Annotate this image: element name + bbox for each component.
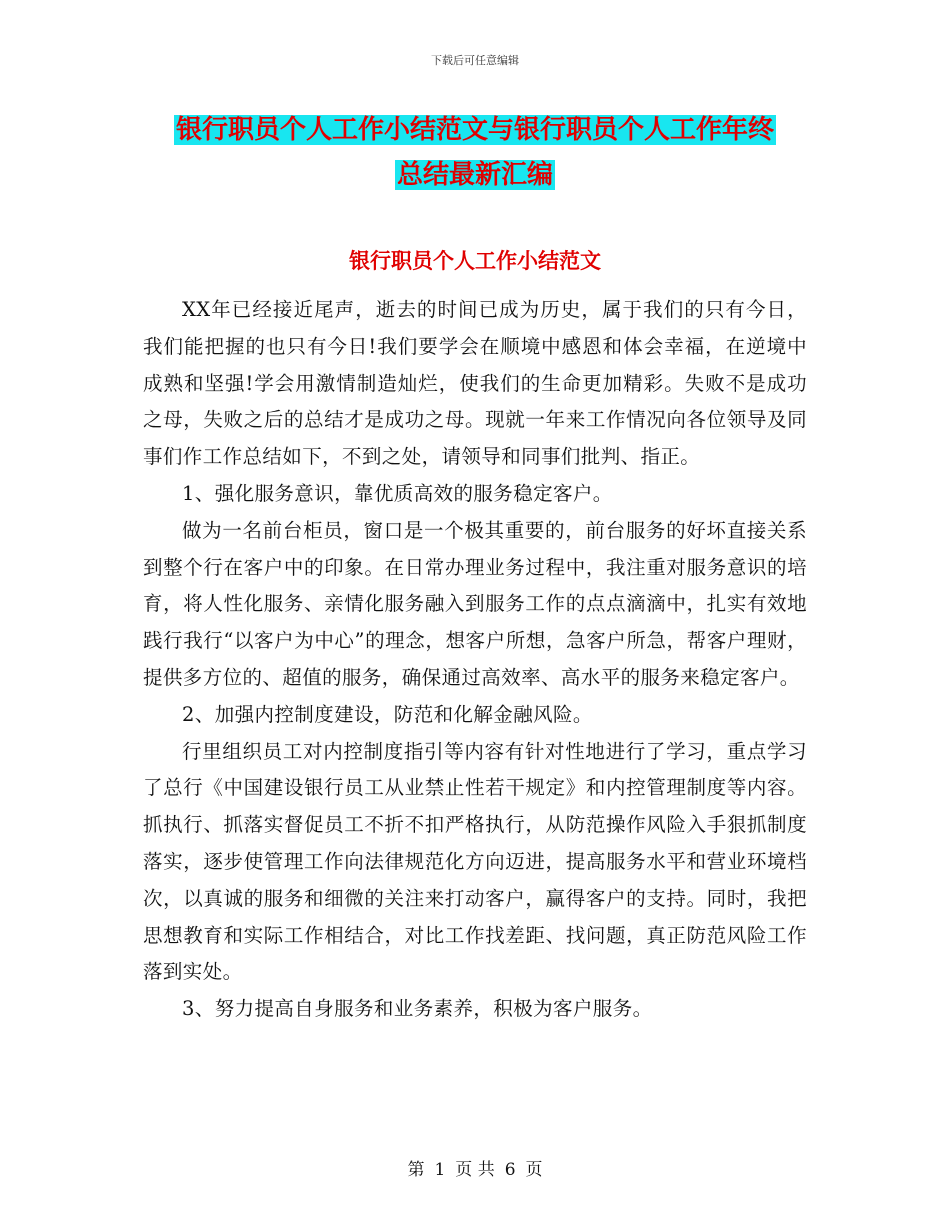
document-title-text-1: 银行职员个人工作小结范文与银行职员个人工作年终: [175, 115, 774, 145]
document-title-text-2: 总结最新汇编: [396, 160, 553, 190]
section-title: 银行职员个人工作小结范文: [349, 249, 601, 273]
paragraph-heading: 3、努力提高自身服务和业务素养，积极为客户服务。: [182, 997, 653, 1021]
page-footer: [0, 1155, 950, 1180]
footer-middle: 页 共: [455, 1160, 495, 1180]
paragraph-heading: 2、加强内控制度建设，防范和化解金融风险。: [182, 702, 593, 726]
paragraph: 行里组织员工对内控制度指引等内容有针对性地进行了学习，重点学习了总行《中国建设银行员工从业禁止性若干规定》和内控管理制度等内容。抓执行、抓落实督促员工不折不扣严格执行，从防范操作风险入手狠抓制度落实，逐步使管理工作向法律规范化方向迈进，提高服务水平和营业环境档次，以真诚的服务和细微的关注来打动客户，赢得客户的支持。同时，我把思想教育和实际工作相结合，对比工作找差距、找问题，真正防范风险工作落到实处。: [143, 739, 807, 984]
page-number: 1: [434, 1160, 446, 1180]
paragraph-heading: 1、强化服务意识，靠优质高效的服务稳定客户。: [182, 481, 613, 505]
document-body: [143, 292, 807, 1028]
page-total: 6: [504, 1160, 516, 1180]
footer-suffix: 页: [525, 1160, 543, 1180]
paragraph: 做为一名前台柜员，窗口是一个极其重要的，前台服务的好坏直接关系到整个行在客户中的印象。在日常办理业务过程中，我注重对服务意识的培育，将人性化服务、亲情化服务融入到服务工作的点点滴滴中，扎实有效地践行我行“以客户为中心”的理念，想客户所想，急客户所急，帮客户理财，提供多方位的、超值的服务，确保通过高效率、高水平的服务来稳定客户。: [143, 518, 807, 689]
document-title-line-2: [0, 155, 950, 195]
paragraph: XX年已经接近尾声，逝去的时间已成为历史，属于我们的只有今日，我们能把握的也只有今日!我们要学会在顺境中感恩和体会幸福，在逆境中成熟和坚强!学会用激情制造灿烂，使我们的生命更加精彩。失败不是成功之母，失败之后的总结才是成功之母。现就一年来工作情况向各位领导及同事们作工作总结如下，不到之处，请领导和同事们批判、指正。: [143, 298, 807, 469]
footer-prefix: 第: [407, 1160, 425, 1180]
document-title-line-1: [0, 110, 950, 150]
header-note: 下载后可任意编辑: [431, 54, 519, 67]
